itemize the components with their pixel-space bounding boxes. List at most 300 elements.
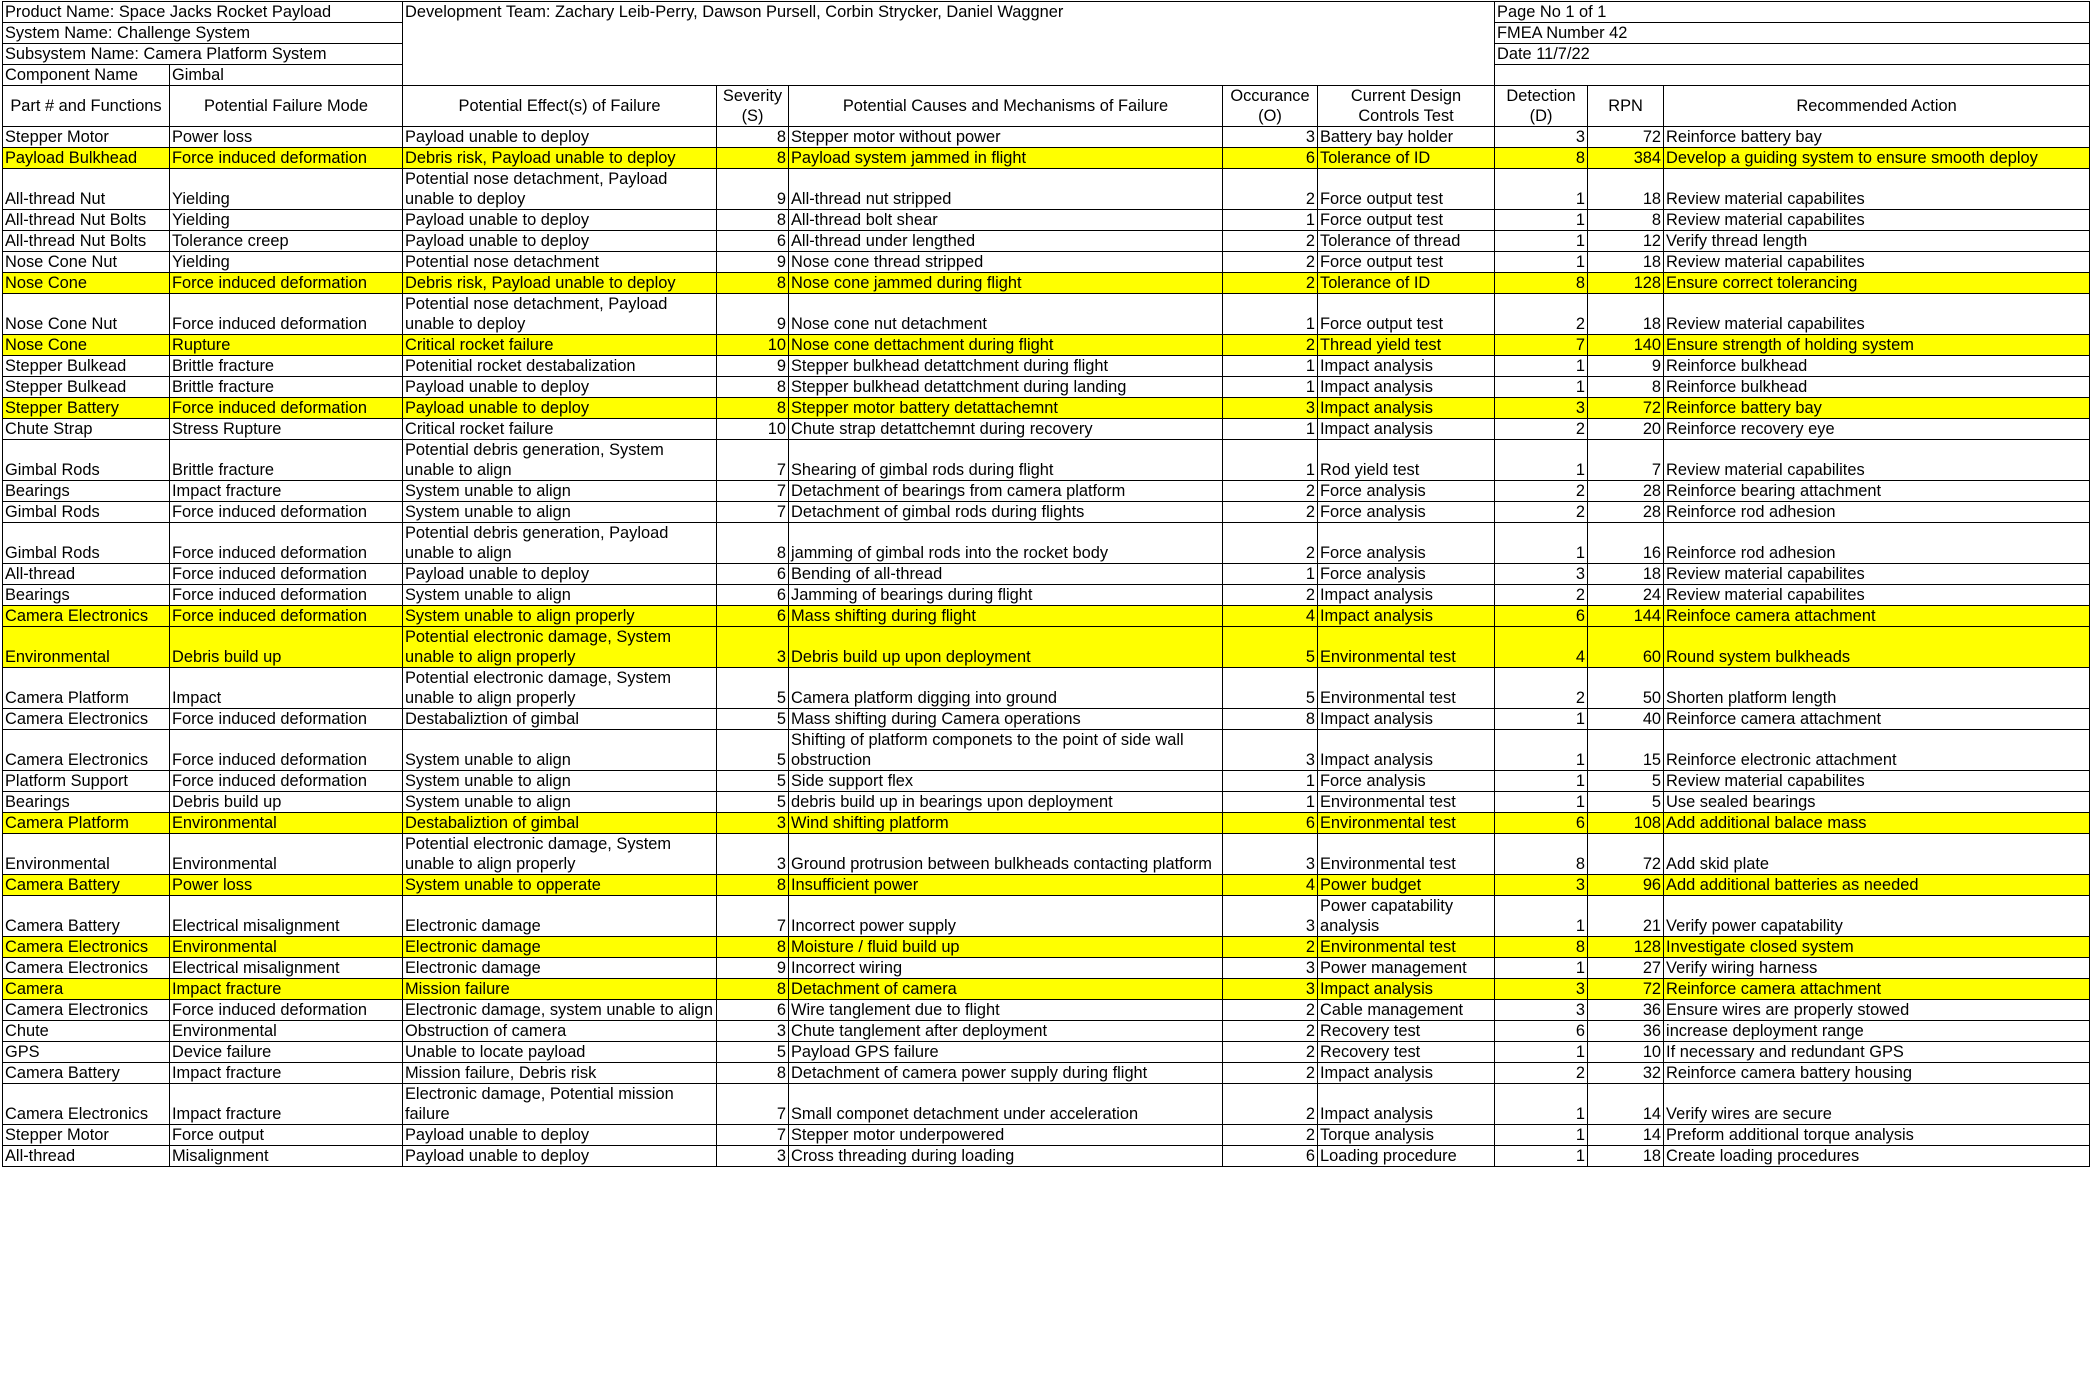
cell-cause: Wind shifting platform: [789, 813, 1223, 834]
cell-occurance: 3: [1223, 127, 1318, 148]
cell-controls: Impact analysis: [1318, 979, 1495, 1000]
cell-part: Camera Battery: [3, 875, 170, 896]
cell-effect: Payload unable to deploy: [403, 377, 717, 398]
cell-action: Create loading procedures: [1664, 1146, 2090, 1167]
cell-effect: System unable to align: [403, 481, 717, 502]
cell-failure-mode: Power loss: [170, 127, 403, 148]
cell-occurance: 1: [1223, 377, 1318, 398]
cell-detection: 1: [1495, 356, 1588, 377]
cell-effect: Critical rocket failure: [403, 419, 717, 440]
cell-controls: Power budget: [1318, 875, 1495, 896]
cell-controls: Recovery test: [1318, 1021, 1495, 1042]
cell-controls: Force output test: [1318, 252, 1495, 273]
cell-action: Review material capabilites: [1664, 585, 2090, 606]
cell-effect: Payload unable to deploy: [403, 1125, 717, 1146]
subsystem-name: Subsystem Name: Camera Platform System: [3, 44, 403, 65]
cell-detection: 3: [1495, 564, 1588, 585]
cell-cause: Detachment of gimbal rods during flights: [789, 502, 1223, 523]
cell-part: Stepper Battery: [3, 398, 170, 419]
cell-failure-mode: Electrical misalignment: [170, 896, 403, 937]
cell-failure-mode: Environmental: [170, 813, 403, 834]
cell-part: Platform Support: [3, 771, 170, 792]
cell-effect: Destabaliztion of gimbal: [403, 709, 717, 730]
cell-rpn: 384: [1588, 148, 1664, 169]
cell-controls: Environmental test: [1318, 834, 1495, 875]
cell-failure-mode: Force induced deformation: [170, 709, 403, 730]
fmea-table: [2, 1, 2090, 1167]
cell-failure-mode: Brittle fracture: [170, 356, 403, 377]
cell-effect: Mission failure: [403, 979, 717, 1000]
cell-rpn: 18: [1588, 169, 1664, 210]
cell-action: Review material capabilites: [1664, 210, 2090, 231]
cell-severity: 7: [717, 1125, 789, 1146]
table-row: [3, 1000, 2090, 1021]
cell-rpn: 5: [1588, 771, 1664, 792]
cell-detection: 2: [1495, 1063, 1588, 1084]
cell-cause: Incorrect wiring: [789, 958, 1223, 979]
table-row: [3, 875, 2090, 896]
cell-detection: 2: [1495, 419, 1588, 440]
cell-occurance: 6: [1223, 813, 1318, 834]
table-row: [3, 709, 2090, 730]
table-row: [3, 523, 2090, 564]
cell-action: Reinforce rod adhesion: [1664, 502, 2090, 523]
cell-detection: 6: [1495, 606, 1588, 627]
cell-occurance: 1: [1223, 210, 1318, 231]
cell-detection: 8: [1495, 834, 1588, 875]
cell-part: Camera Electronics: [3, 958, 170, 979]
cell-rpn: 9: [1588, 356, 1664, 377]
cell-failure-mode: Debris build up: [170, 792, 403, 813]
cell-rpn: 32: [1588, 1063, 1664, 1084]
cell-failure-mode: Stress Rupture: [170, 419, 403, 440]
cell-effect: System unable to align: [403, 585, 717, 606]
cell-failure-mode: Force induced deformation: [170, 585, 403, 606]
cell-failure-mode: Impact fracture: [170, 1084, 403, 1125]
cell-rpn: 72: [1588, 834, 1664, 875]
cell-rpn: 8: [1588, 377, 1664, 398]
cell-action: Add skid plate: [1664, 834, 2090, 875]
cell-detection: 1: [1495, 523, 1588, 564]
cell-failure-mode: Power loss: [170, 875, 403, 896]
cell-action: Review material capabilites: [1664, 294, 2090, 335]
table-row: [3, 771, 2090, 792]
cell-action: Review material capabilites: [1664, 771, 2090, 792]
cell-effect: System unable to align properly: [403, 606, 717, 627]
cell-cause: Stepper motor underpowered: [789, 1125, 1223, 1146]
col-occurance: Occurance (O): [1223, 86, 1318, 127]
cell-failure-mode: Force induced deformation: [170, 730, 403, 771]
cell-cause: All-thread bolt shear: [789, 210, 1223, 231]
cell-effect: Debris risk, Payload unable to deploy: [403, 273, 717, 294]
cell-severity: 8: [717, 875, 789, 896]
cell-action: Add additional balace mass: [1664, 813, 2090, 834]
cell-occurance: 6: [1223, 148, 1318, 169]
cell-severity: 10: [717, 419, 789, 440]
cell-action: Verify thread length: [1664, 231, 2090, 252]
cell-occurance: 2: [1223, 1125, 1318, 1146]
cell-effect: System unable to align: [403, 771, 717, 792]
cell-rpn: 40: [1588, 709, 1664, 730]
cell-cause: Nose cone nut detachment: [789, 294, 1223, 335]
cell-occurance: 8: [1223, 709, 1318, 730]
cell-cause: Moisture / fluid build up: [789, 937, 1223, 958]
cell-rpn: 96: [1588, 875, 1664, 896]
cell-severity: 5: [717, 792, 789, 813]
cell-failure-mode: Environmental: [170, 834, 403, 875]
cell-effect: Obstruction of camera: [403, 1021, 717, 1042]
cell-cause: Jamming of bearings during flight: [789, 585, 1223, 606]
table-row: [3, 979, 2090, 1000]
cell-rpn: 108: [1588, 813, 1664, 834]
cell-part: Stepper Bulkead: [3, 356, 170, 377]
cell-severity: 8: [717, 127, 789, 148]
cell-rpn: 18: [1588, 294, 1664, 335]
cell-cause: Cross threading during loading: [789, 1146, 1223, 1167]
cell-occurance: 5: [1223, 668, 1318, 709]
cell-detection: 8: [1495, 937, 1588, 958]
cell-rpn: 128: [1588, 273, 1664, 294]
cell-severity: 9: [717, 356, 789, 377]
product-name: Product Name: Space Jacks Rocket Payload: [3, 2, 403, 23]
cell-rpn: 18: [1588, 564, 1664, 585]
cell-cause: Shifting of platform componets to the point of side wall obstruction: [789, 730, 1223, 771]
table-row: [3, 792, 2090, 813]
cell-action: Reinforce camera attachment: [1664, 979, 2090, 1000]
cell-effect: Mission failure, Debris risk: [403, 1063, 717, 1084]
cell-occurance: 2: [1223, 585, 1318, 606]
cell-rpn: 7: [1588, 440, 1664, 481]
cell-detection: 1: [1495, 169, 1588, 210]
col-controls: Current Design Controls Test: [1318, 86, 1495, 127]
cell-part: Camera Platform: [3, 668, 170, 709]
cell-cause: All-thread under lengthed: [789, 231, 1223, 252]
cell-effect: Potential debris generation, System unable to align: [403, 440, 717, 481]
cell-action: Ensure wires are properly stowed: [1664, 1000, 2090, 1021]
cell-action: Reinforce electronic attachment: [1664, 730, 2090, 771]
cell-rpn: 15: [1588, 730, 1664, 771]
cell-controls: Impact analysis: [1318, 398, 1495, 419]
cell-severity: 6: [717, 585, 789, 606]
cell-detection: 2: [1495, 502, 1588, 523]
cell-effect: System unable to align: [403, 730, 717, 771]
cell-effect: Unable to locate payload: [403, 1042, 717, 1063]
cell-occurance: 2: [1223, 1063, 1318, 1084]
cell-controls: Torque analysis: [1318, 1125, 1495, 1146]
cell-occurance: 3: [1223, 398, 1318, 419]
cell-rpn: 16: [1588, 523, 1664, 564]
cell-effect: Potenitial rocket destabalization: [403, 356, 717, 377]
cell-action: Ensure strength of holding system: [1664, 335, 2090, 356]
cell-occurance: 2: [1223, 252, 1318, 273]
cell-controls: Impact analysis: [1318, 377, 1495, 398]
cell-detection: 3: [1495, 1000, 1588, 1021]
cell-occurance: 4: [1223, 875, 1318, 896]
cell-failure-mode: Environmental: [170, 937, 403, 958]
component-name-value: Gimbal: [170, 65, 403, 86]
table-row: [3, 730, 2090, 771]
cell-rpn: 36: [1588, 1000, 1664, 1021]
cell-occurance: 2: [1223, 937, 1318, 958]
col-action: Recommended Action: [1664, 86, 2090, 127]
cell-part: Chute: [3, 1021, 170, 1042]
cell-part: All-thread: [3, 564, 170, 585]
cell-controls: Environmental test: [1318, 627, 1495, 668]
cell-detection: 3: [1495, 979, 1588, 1000]
cell-part: All-thread: [3, 1146, 170, 1167]
cell-rpn: 8: [1588, 210, 1664, 231]
cell-action: increase deployment range: [1664, 1021, 2090, 1042]
cell-effect: Payload unable to deploy: [403, 1146, 717, 1167]
cell-controls: Force analysis: [1318, 564, 1495, 585]
cell-severity: 6: [717, 1000, 789, 1021]
cell-severity: 9: [717, 169, 789, 210]
cell-severity: 7: [717, 440, 789, 481]
cell-controls: Tolerance of ID: [1318, 148, 1495, 169]
cell-failure-mode: Force induced deformation: [170, 771, 403, 792]
cell-cause: Shearing of gimbal rods during flight: [789, 440, 1223, 481]
cell-controls: Impact analysis: [1318, 1063, 1495, 1084]
cell-cause: Stepper motor without power: [789, 127, 1223, 148]
cell-controls: Impact analysis: [1318, 730, 1495, 771]
cell-controls: Force analysis: [1318, 502, 1495, 523]
cell-cause: Stepper bulkhead detattchment during landing: [789, 377, 1223, 398]
cell-effect: Payload unable to deploy: [403, 398, 717, 419]
cell-failure-mode: Tolerance creep: [170, 231, 403, 252]
cell-failure-mode: Misalignment: [170, 1146, 403, 1167]
cell-action: Review material capabilites: [1664, 169, 2090, 210]
cell-severity: 9: [717, 294, 789, 335]
cell-part: Nose Cone Nut: [3, 252, 170, 273]
col-severity: Severity (S): [717, 86, 789, 127]
cell-severity: 3: [717, 627, 789, 668]
table-row: [3, 1084, 2090, 1125]
cell-cause: Detachment of bearings from camera platform: [789, 481, 1223, 502]
cell-part: Gimbal Rods: [3, 502, 170, 523]
table-row: [3, 937, 2090, 958]
cell-action: Reinforce bearing attachment: [1664, 481, 2090, 502]
cell-part: Bearings: [3, 481, 170, 502]
cell-occurance: 1: [1223, 564, 1318, 585]
table-row: [3, 419, 2090, 440]
cell-effect: Electronic damage: [403, 937, 717, 958]
cell-action: Reinfoce camera attachment: [1664, 606, 2090, 627]
cell-action: Preform additional torque analysis: [1664, 1125, 2090, 1146]
cell-failure-mode: Brittle fracture: [170, 440, 403, 481]
cell-action: Review material capabilites: [1664, 440, 2090, 481]
cell-failure-mode: Force induced deformation: [170, 564, 403, 585]
cell-severity: 8: [717, 148, 789, 169]
cell-severity: 8: [717, 210, 789, 231]
cell-detection: 2: [1495, 481, 1588, 502]
col-cause: Potential Causes and Mechanisms of Failure: [789, 86, 1223, 127]
cell-detection: 1: [1495, 231, 1588, 252]
cell-part: Camera Electronics: [3, 1084, 170, 1125]
cell-action: Reinforce camera battery housing: [1664, 1063, 2090, 1084]
fmea-number: FMEA Number 42: [1495, 23, 2090, 44]
cell-controls: Power management: [1318, 958, 1495, 979]
cell-occurance: 2: [1223, 1042, 1318, 1063]
cell-controls: Power capatability analysis: [1318, 896, 1495, 937]
cell-part: Stepper Motor: [3, 1125, 170, 1146]
cell-rpn: 20: [1588, 419, 1664, 440]
cell-severity: 5: [717, 730, 789, 771]
cell-occurance: 2: [1223, 1000, 1318, 1021]
cell-detection: 1: [1495, 771, 1588, 792]
cell-failure-mode: Force induced deformation: [170, 502, 403, 523]
cell-occurance: 1: [1223, 771, 1318, 792]
cell-cause: jamming of gimbal rods into the rocket body: [789, 523, 1223, 564]
cell-severity: 6: [717, 564, 789, 585]
cell-rpn: 14: [1588, 1084, 1664, 1125]
cell-occurance: 2: [1223, 1084, 1318, 1125]
cell-part: Nose Cone: [3, 335, 170, 356]
cell-effect: Potential electronic damage, System unable to align properly: [403, 834, 717, 875]
cell-failure-mode: Yielding: [170, 169, 403, 210]
cell-action: Verify wiring harness: [1664, 958, 2090, 979]
cell-failure-mode: Environmental: [170, 1021, 403, 1042]
cell-severity: 5: [717, 1042, 789, 1063]
cell-severity: 8: [717, 523, 789, 564]
cell-occurance: 4: [1223, 606, 1318, 627]
cell-rpn: 72: [1588, 127, 1664, 148]
cell-controls: Tolerance of thread: [1318, 231, 1495, 252]
cell-part: Gimbal Rods: [3, 523, 170, 564]
cell-occurance: 1: [1223, 419, 1318, 440]
cell-effect: Destabaliztion of gimbal: [403, 813, 717, 834]
col-part: Part # and Functions: [3, 86, 170, 127]
cell-part: Payload Bulkhead: [3, 148, 170, 169]
cell-part: Bearings: [3, 792, 170, 813]
cell-action: Reinforce bulkhead: [1664, 356, 2090, 377]
cell-action: Use sealed bearings: [1664, 792, 2090, 813]
cell-occurance: 2: [1223, 1021, 1318, 1042]
cell-controls: Force output test: [1318, 294, 1495, 335]
cell-controls: Cable management: [1318, 1000, 1495, 1021]
cell-severity: 8: [717, 273, 789, 294]
cell-detection: 3: [1495, 875, 1588, 896]
cell-severity: 7: [717, 1084, 789, 1125]
cell-failure-mode: Force induced deformation: [170, 294, 403, 335]
cell-cause: debris build up in bearings upon deployment: [789, 792, 1223, 813]
cell-cause: Payload GPS failure: [789, 1042, 1223, 1063]
table-row: [3, 398, 2090, 419]
cell-part: Camera Electronics: [3, 730, 170, 771]
cell-failure-mode: Electrical misalignment: [170, 958, 403, 979]
cell-effect: Payload unable to deploy: [403, 210, 717, 231]
cell-detection: 1: [1495, 440, 1588, 481]
cell-detection: 3: [1495, 398, 1588, 419]
cell-failure-mode: Impact: [170, 668, 403, 709]
cell-effect: System unable to align: [403, 792, 717, 813]
cell-action: Reinforce recovery eye: [1664, 419, 2090, 440]
cell-part: Stepper Bulkead: [3, 377, 170, 398]
cell-controls: Force analysis: [1318, 523, 1495, 564]
cell-action: Reinforce battery bay: [1664, 398, 2090, 419]
cell-action: Reinforce rod adhesion: [1664, 523, 2090, 564]
table-row: [3, 481, 2090, 502]
cell-occurance: 2: [1223, 481, 1318, 502]
cell-rpn: 60: [1588, 627, 1664, 668]
cell-controls: Thread yield test: [1318, 335, 1495, 356]
cell-occurance: 1: [1223, 294, 1318, 335]
document-date: Date 11/7/22: [1495, 44, 2090, 65]
cell-cause: Incorrect power supply: [789, 896, 1223, 937]
cell-action: Add additional batteries as needed: [1664, 875, 2090, 896]
cell-action: Ensure correct tolerancing: [1664, 273, 2090, 294]
table-row: [3, 1146, 2090, 1167]
cell-rpn: 140: [1588, 335, 1664, 356]
cell-rpn: 10: [1588, 1042, 1664, 1063]
cell-part: Camera: [3, 979, 170, 1000]
table-row: [3, 627, 2090, 668]
table-row: [3, 377, 2090, 398]
cell-controls: Force analysis: [1318, 481, 1495, 502]
cell-detection: 1: [1495, 792, 1588, 813]
cell-effect: Electronic damage: [403, 958, 717, 979]
table-row: [3, 1063, 2090, 1084]
cell-rpn: 18: [1588, 252, 1664, 273]
cell-cause: Mass shifting during flight: [789, 606, 1223, 627]
cell-severity: 6: [717, 606, 789, 627]
cell-effect: Potential debris generation, Payload unable to align: [403, 523, 717, 564]
cell-occurance: 3: [1223, 834, 1318, 875]
cell-rpn: 72: [1588, 398, 1664, 419]
cell-detection: 8: [1495, 148, 1588, 169]
cell-severity: 5: [717, 771, 789, 792]
cell-detection: 6: [1495, 813, 1588, 834]
cell-detection: 2: [1495, 585, 1588, 606]
cell-effect: Payload unable to deploy: [403, 564, 717, 585]
cell-effect: Potential nose detachment, Payload unable to deploy: [403, 169, 717, 210]
cell-rpn: 28: [1588, 481, 1664, 502]
cell-severity: 5: [717, 668, 789, 709]
cell-controls: Recovery test: [1318, 1042, 1495, 1063]
cell-severity: 8: [717, 377, 789, 398]
cell-action: Verify wires are secure: [1664, 1084, 2090, 1125]
cell-effect: Debris risk, Payload unable to deploy: [403, 148, 717, 169]
cell-failure-mode: Device failure: [170, 1042, 403, 1063]
table-row: [3, 606, 2090, 627]
cell-cause: Chute tanglement after deployment: [789, 1021, 1223, 1042]
cell-controls: Battery bay holder: [1318, 127, 1495, 148]
cell-effect: Payload unable to deploy: [403, 127, 717, 148]
table-row: [3, 127, 2090, 148]
col-effect: Potential Effect(s) of Failure: [403, 86, 717, 127]
cell-severity: 7: [717, 481, 789, 502]
cell-severity: 8: [717, 398, 789, 419]
cell-detection: 3: [1495, 127, 1588, 148]
cell-action: Investigate closed system: [1664, 937, 2090, 958]
cell-rpn: 144: [1588, 606, 1664, 627]
system-name: System Name: Challenge System: [3, 23, 403, 44]
cell-part: All-thread Nut: [3, 169, 170, 210]
cell-detection: 2: [1495, 668, 1588, 709]
cell-rpn: 128: [1588, 937, 1664, 958]
cell-cause: Debris build up upon deployment: [789, 627, 1223, 668]
cell-cause: Camera platform digging into ground: [789, 668, 1223, 709]
cell-part: GPS: [3, 1042, 170, 1063]
cell-detection: 8: [1495, 273, 1588, 294]
cell-part: Camera Electronics: [3, 709, 170, 730]
cell-cause: Wire tanglement due to flight: [789, 1000, 1223, 1021]
cell-failure-mode: Force induced deformation: [170, 1000, 403, 1021]
cell-controls: Loading procedure: [1318, 1146, 1495, 1167]
cell-severity: 8: [717, 1063, 789, 1084]
cell-part: Environmental: [3, 627, 170, 668]
cell-severity: 5: [717, 709, 789, 730]
cell-severity: 3: [717, 834, 789, 875]
